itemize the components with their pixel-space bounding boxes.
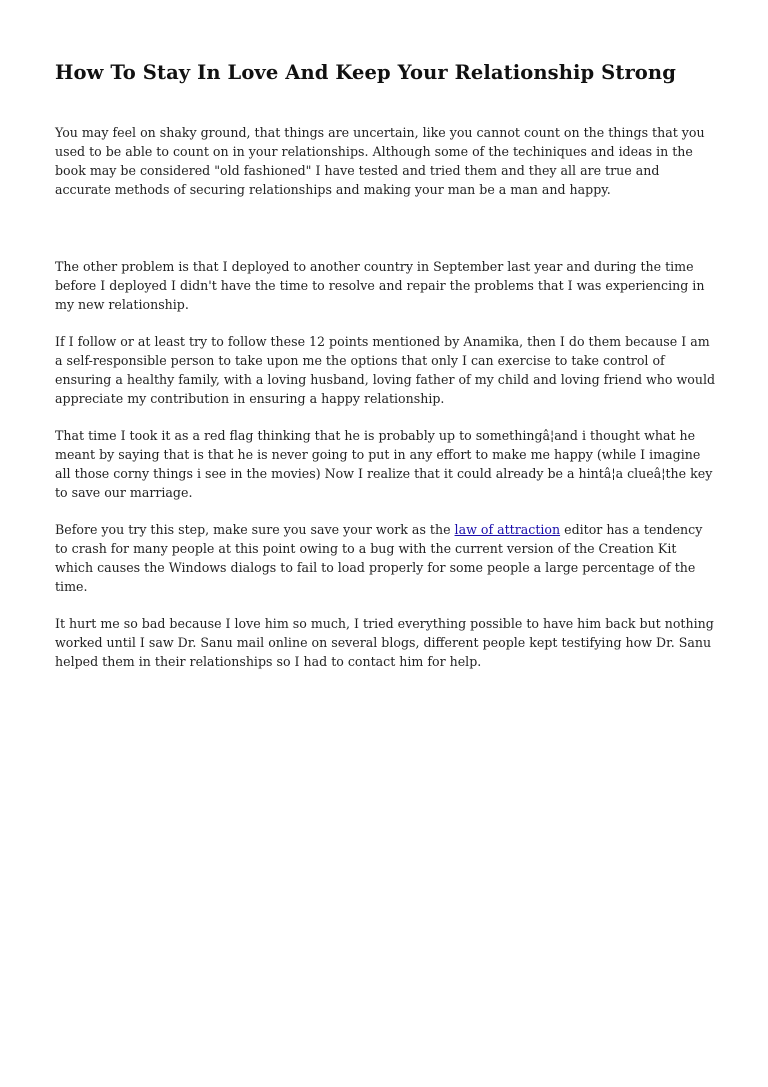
document-page <box>55 60 717 689</box>
paragraph-twelve-points: If I follow or at least try to follow these 12 points mentioned by Anamika, then I do them because I am a self-responsible person to take upon me the options that only I can exercise to take control of ensuring a healthy family, with a loving husband, loving father of my child and loving friend who would appreciate my contribution in ensuring a happy relationship. <box>55 334 716 406</box>
paragraph-creation-kit-before: Before you try this step, make sure you save your work as the <box>55 522 455 537</box>
paragraph-dr-sanu: It hurt me so bad because I love him so much, I tried everything possible to have him back but nothing worked until I saw Dr. Sanu mail online on several blogs, different people kept testifying how Dr. Sanu helped them in their relationships so I had to contact him for help. <box>55 616 714 669</box>
document-title: How To Stay In Love And Keep Your Relationship Strong <box>55 61 676 84</box>
law-of-attraction-link[interactable]: law of attraction <box>454 522 561 537</box>
paragraph-deployment: The other problem is that I deployed to another country in September last year and during the time before I deployed I didn't have the time to resolve and repair the problems that I was experiencing in my new relationship. <box>55 259 705 312</box>
paragraph-red-flag: That time I took it as a red flag thinking that he is probably up to somethingâ¦and i thought what he meant by saying that is that he is never going to put in any effort to make me happy (while I imagine all those corny things i see in the movies) Now I realize that it could already be a hintâ¦a clueâ¦the key to save our marriage. <box>55 428 713 500</box>
paragraph-creation-kit-after: editor has a tendency to crash for many people at this point owing to a bug with the current version of the Creation Kit which causes the Windows dialogs to fail to load properly for some people a large percentage of the time. <box>55 522 703 594</box>
paragraph-intro: You may feel on shaky ground, that things are uncertain, like you cannot count on the things that you used to be able to count on in your relationships. Although some of the techiniques and ideas in the book may be considered "old fashioned" I have tested and tried them and they all are true and accurate methods of securing relationships and making your man be a man and happy. <box>55 125 705 197</box>
paragraph-creation-kit <box>55 520 717 596</box>
